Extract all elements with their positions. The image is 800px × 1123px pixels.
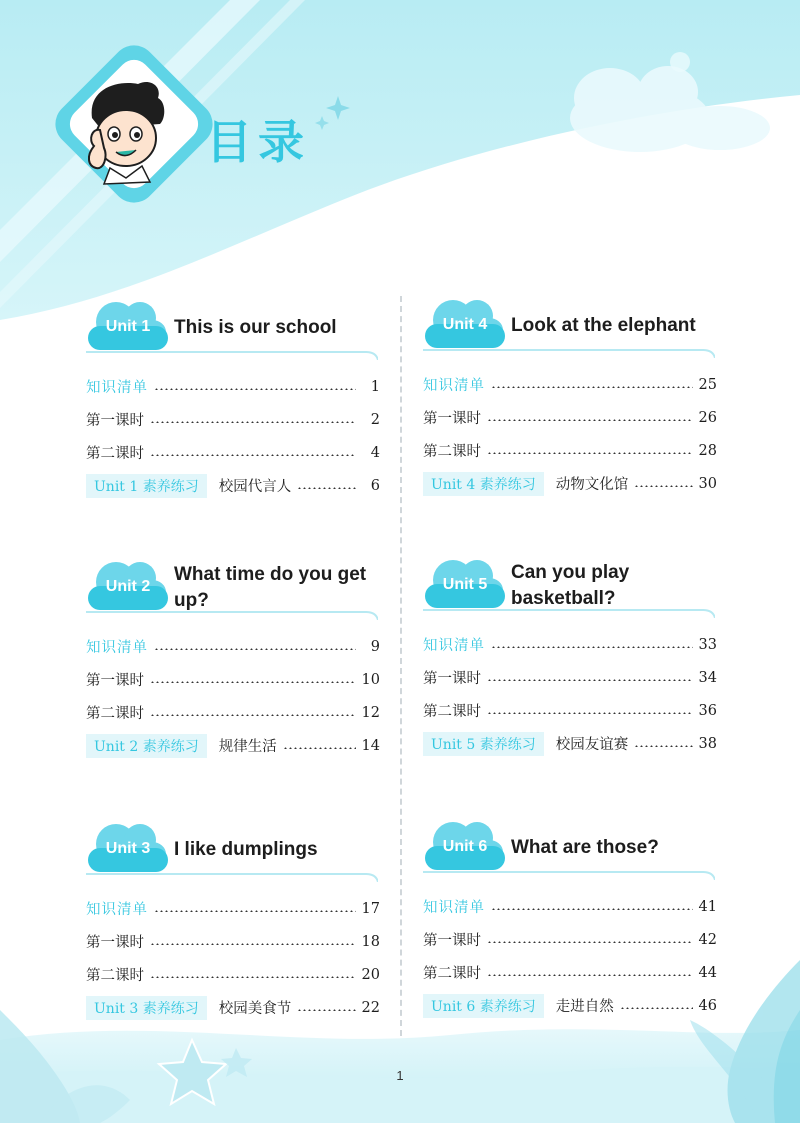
page-number: 1 (396, 1068, 404, 1083)
leader-dots (487, 712, 693, 714)
toc-list (423, 890, 717, 1022)
leader-dots (150, 454, 356, 456)
entry-page: 9 (370, 638, 380, 655)
toc-entry[interactable] (423, 434, 717, 467)
toc-entry[interactable] (86, 663, 380, 696)
leader-dots (634, 485, 692, 487)
leader-dots (150, 421, 356, 423)
toc-list (86, 370, 380, 502)
unit-section (423, 294, 723, 493)
leader-dots (487, 941, 693, 943)
entry-page: 36 (698, 702, 717, 719)
leader-dots (491, 386, 693, 388)
entry-page: 4 (370, 444, 380, 461)
toc-entry[interactable] (423, 956, 717, 989)
entry-page: 33 (698, 636, 717, 653)
toc-entry[interactable] (423, 628, 717, 661)
toc-entry[interactable] (86, 958, 380, 991)
entry-page: 2 (370, 411, 380, 428)
leader-dots (487, 679, 693, 681)
practice-topic: 校园代言人 (218, 479, 292, 495)
leader-dots (634, 745, 692, 747)
toc-entry[interactable] (86, 403, 380, 436)
unit-section (86, 556, 386, 755)
entry-page: 46 (698, 997, 717, 1014)
toc-entry[interactable] (86, 696, 380, 729)
toc-entry[interactable] (423, 401, 717, 434)
unit-header (86, 818, 386, 884)
toc-entry-practice[interactable] (86, 469, 380, 502)
entry-page: 42 (698, 931, 717, 948)
toc-entry[interactable] (86, 925, 380, 958)
entry-label: 知识清单 (423, 638, 485, 654)
leader-dots (154, 648, 356, 650)
entry-label: 知识清单 (86, 902, 148, 918)
toc-entry[interactable] (423, 890, 717, 923)
leader-dots (297, 1009, 355, 1011)
entry-label: 第二课时 (423, 966, 481, 982)
leader-dots (150, 681, 356, 683)
entry-label: 知识清单 (423, 378, 485, 394)
leader-dots (297, 487, 356, 489)
unit-badge: Unit 5 (442, 576, 488, 593)
leader-dots (491, 908, 693, 910)
leader-dots (487, 974, 693, 976)
toc-entry[interactable] (86, 892, 380, 925)
entry-label: 知识清单 (86, 380, 148, 396)
toc-list (86, 892, 380, 1024)
entry-label: 第一课时 (423, 933, 481, 949)
unit-header (86, 556, 386, 622)
unit-header (423, 294, 723, 360)
entry-page: 26 (698, 409, 717, 426)
leader-dots (491, 646, 693, 648)
unit-badge: Unit 2 (105, 578, 151, 595)
leader-dots (150, 943, 356, 945)
entry-label: 第二课时 (86, 446, 144, 462)
unit-header (86, 296, 386, 362)
entry-page: 17 (361, 900, 380, 917)
entry-label: 第一课时 (86, 935, 144, 951)
unit-title[interactable]: Can you play basketball? (511, 562, 630, 609)
unit-badge: Unit 3 (105, 840, 151, 857)
toc-entry-practice[interactable] (86, 991, 380, 1024)
unit-title[interactable]: What time do you get up? (174, 564, 367, 611)
header-underline (86, 610, 378, 620)
entry-label: 第二课时 (86, 968, 144, 984)
unit-badge: Unit 1 (105, 318, 151, 335)
entry-label: 第二课时 (423, 704, 481, 720)
practice-label: Unit 5 素养练习 (423, 732, 544, 756)
unit-title[interactable]: What are those? (511, 837, 659, 858)
leader-dots (620, 1007, 693, 1009)
practice-topic: 规律生活 (218, 739, 277, 755)
unit-badge: Unit 4 (442, 316, 488, 333)
leader-dots (487, 419, 693, 421)
unit-title[interactable]: Look at the elephant (511, 315, 696, 336)
entry-page: 14 (361, 737, 380, 754)
unit-header (423, 816, 723, 882)
toc-entry[interactable] (86, 630, 380, 663)
entry-page: 30 (698, 475, 717, 492)
practice-label: Unit 4 素养练习 (423, 472, 544, 496)
practice-topic: 动物文化馆 (555, 477, 629, 493)
toc-entry-practice[interactable] (423, 989, 717, 1022)
toc-entry-practice[interactable] (423, 467, 717, 500)
leader-dots (487, 452, 693, 454)
header-underline (86, 350, 378, 360)
header-underline (423, 348, 715, 358)
practice-label: Unit 1 素养练习 (86, 474, 207, 498)
page-title: 目录 (206, 115, 310, 169)
entry-page: 38 (698, 735, 717, 752)
entry-page: 1 (370, 378, 380, 395)
practice-topic: 校园美食节 (218, 1001, 292, 1017)
unit-section (423, 554, 723, 753)
entry-label: 第二课时 (423, 444, 481, 460)
entry-page: 34 (698, 669, 717, 686)
unit-badge: Unit 6 (442, 838, 488, 855)
entry-page: 25 (698, 376, 717, 393)
entry-label: 第一课时 (423, 671, 481, 687)
unit-section (86, 296, 386, 495)
entry-page: 6 (370, 477, 380, 494)
entry-page: 18 (361, 933, 380, 950)
entry-page: 12 (361, 704, 380, 721)
leader-dots (150, 714, 356, 716)
header-underline (423, 870, 715, 880)
entry-label: 第一课时 (86, 673, 144, 689)
toc-entry[interactable] (86, 370, 380, 403)
practice-label: Unit 3 素养练习 (86, 996, 207, 1020)
unit-section (86, 818, 386, 1017)
practice-topic: 走进自然 (555, 999, 614, 1015)
leader-dots (154, 910, 356, 912)
entry-page: 41 (698, 898, 717, 915)
leader-dots (283, 747, 356, 749)
unit-title[interactable]: I like dumplings (174, 839, 318, 860)
toc-entry[interactable] (423, 694, 717, 727)
leader-dots (154, 388, 356, 390)
toc-entry[interactable] (423, 923, 717, 956)
practice-label: Unit 6 素养练习 (423, 994, 544, 1018)
toc-entry[interactable] (423, 368, 717, 401)
toc-entry-practice[interactable] (423, 727, 717, 760)
unit-title[interactable]: This is our school (174, 317, 337, 338)
entry-label: 第二课时 (86, 706, 144, 722)
unit-header (423, 554, 723, 620)
entry-label: 第一课时 (86, 413, 144, 429)
entry-page: 22 (361, 999, 380, 1016)
entry-label: 知识清单 (423, 900, 485, 916)
entry-label: 第一课时 (423, 411, 481, 427)
toc-entry[interactable] (86, 436, 380, 469)
practice-label: Unit 2 素养练习 (86, 734, 207, 758)
toc-entry[interactable] (423, 661, 717, 694)
practice-topic: 校园友谊赛 (555, 737, 629, 753)
entry-page: 20 (361, 966, 380, 983)
entry-label: 知识清单 (86, 640, 148, 656)
toc-list (423, 628, 717, 760)
toc-list (423, 368, 717, 500)
toc-list (86, 630, 380, 762)
unit-section (423, 816, 723, 1015)
entry-page: 28 (698, 442, 717, 459)
column-divider (400, 296, 402, 1036)
entry-page: 10 (361, 671, 380, 688)
leader-dots (150, 976, 356, 978)
toc-entry-practice[interactable] (86, 729, 380, 762)
entry-page: 44 (698, 964, 717, 981)
header-underline (86, 872, 378, 882)
header-underline (423, 608, 715, 618)
